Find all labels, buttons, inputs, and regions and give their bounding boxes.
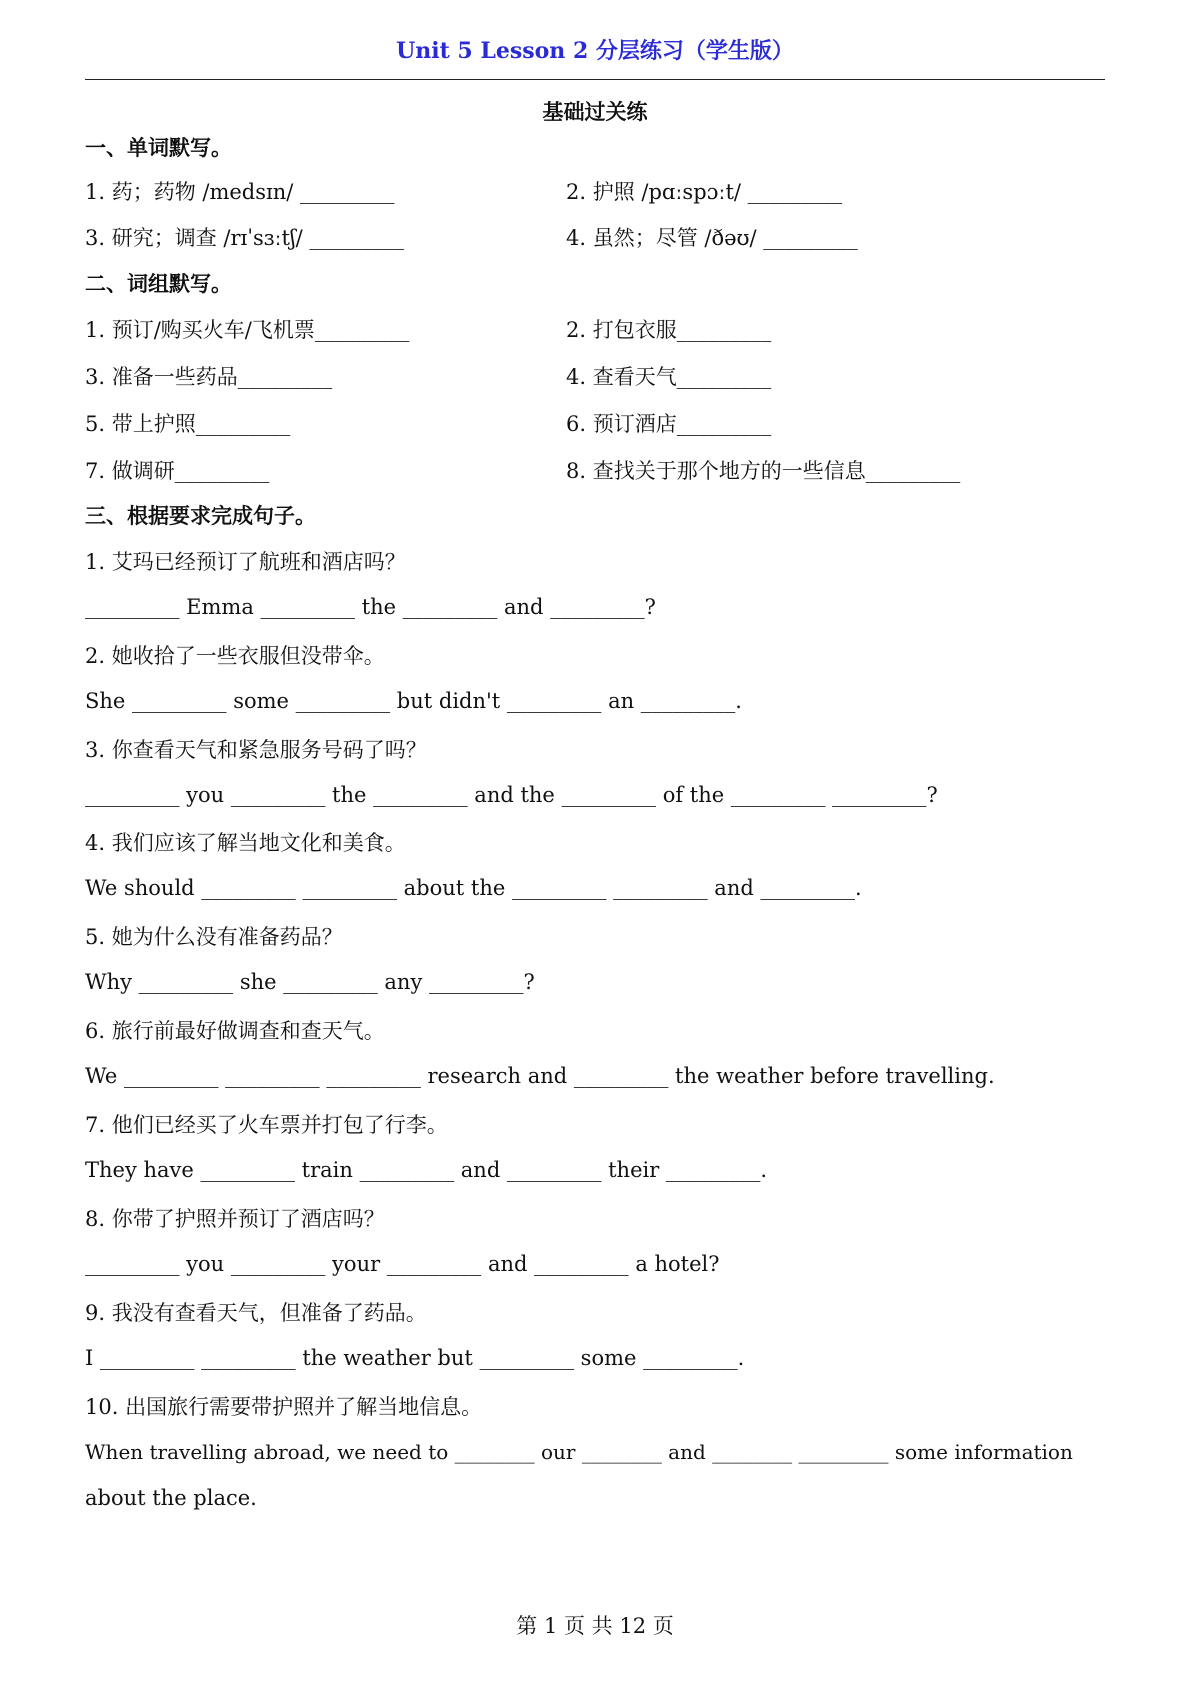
- sentence-answer-continued: about the place.: [85, 1486, 257, 1510]
- sentence-answer: They have _________ train _________ and _________ their _________.: [85, 1158, 768, 1182]
- sentence-prompt: 10. 出国旅行需要带护照并了解当地信息。: [85, 1395, 483, 1419]
- sentence-answer: We _________ _________ _________ research and _________ the weather before travelling.: [85, 1064, 995, 1088]
- vocab-item: 2. 护照 /pɑːspɔːt/ _________: [566, 180, 843, 204]
- phrase-item: 8. 查找关于那个地方的一些信息_________: [566, 459, 961, 483]
- sentence-answer: I _________ _________ the weather but _________ some _________.: [85, 1346, 745, 1370]
- sentence-answer: _________ you _________ your _________ and _________ a hotel?: [85, 1252, 720, 1276]
- header-title: Unit 5 Lesson 2 分层练习（学生版）: [396, 38, 794, 64]
- phrase-item: 2. 打包衣服_________: [566, 318, 772, 342]
- vocab-item: 4. 虽然；尽管 /ðəʊ/ _________: [566, 226, 858, 250]
- section-title-phrases: 二、词组默写。: [85, 271, 232, 296]
- sentence-prompt: 7. 他们已经买了火车票并打包了行李。: [85, 1113, 448, 1137]
- sentence-prompt: 5. 她为什么没有准备药品？: [85, 925, 343, 949]
- sentence-answer: She _________ some _________ but didn't _________ an _________.: [85, 689, 742, 713]
- page-number: 第 1 页 共 12 页: [516, 1614, 674, 1638]
- section-title-vocab: 一、单词默写。: [85, 135, 232, 160]
- sentence-answer: When travelling abroad, we need to ________ our ________ and ________ _________ some information: [85, 1440, 1073, 1464]
- phrase-item: 4. 查看天气_________: [566, 365, 772, 389]
- header-divider: [85, 79, 1105, 80]
- sentence-prompt: 3. 你查看天气和紧急服务号码了吗？: [85, 738, 427, 762]
- vocab-item: 3. 研究；调查 /rɪˈsɜːtʃ/ _________: [85, 226, 404, 250]
- sentence-prompt: 4. 我们应该了解当地文化和美食。: [85, 831, 406, 855]
- phrase-item: 1. 预订/购买火车/飞机票_________: [85, 318, 410, 342]
- sentence-answer: We should _________ _________ about the _________ _________ and _________.: [85, 876, 862, 900]
- sentence-answer: Why _________ she _________ any _________?: [85, 970, 535, 994]
- sentence-answer: _________ you _________ the _________ and the _________ of the _________ _________?: [85, 783, 938, 807]
- phrase-item: 5. 带上护照_________: [85, 412, 291, 436]
- section-group-title: 基础过关练: [542, 99, 648, 124]
- sentence-answer: _________ Emma _________ the _________ and _________?: [85, 595, 656, 619]
- phrase-item: 7. 做调研_________: [85, 459, 270, 483]
- vocab-item: 1. 药；药物 /medsɪn/ _________: [85, 180, 395, 204]
- phrase-item: 3. 准备一些药品_________: [85, 365, 333, 389]
- section-title-sentences: 三、根据要求完成句子。: [85, 503, 316, 528]
- sentence-prompt: 6. 旅行前最好做调查和查天气。: [85, 1019, 385, 1043]
- phrase-item: 6. 预订酒店_________: [566, 412, 772, 436]
- sentence-prompt: 2. 她收拾了一些衣服但没带伞。: [85, 644, 385, 668]
- sentence-prompt: 8. 你带了护照并预订了酒店吗？: [85, 1207, 385, 1231]
- sentence-prompt: 9. 我没有查看天气，但准备了药品。: [85, 1301, 427, 1325]
- sentence-prompt: 1. 艾玛已经预订了航班和酒店吗？: [85, 550, 406, 574]
